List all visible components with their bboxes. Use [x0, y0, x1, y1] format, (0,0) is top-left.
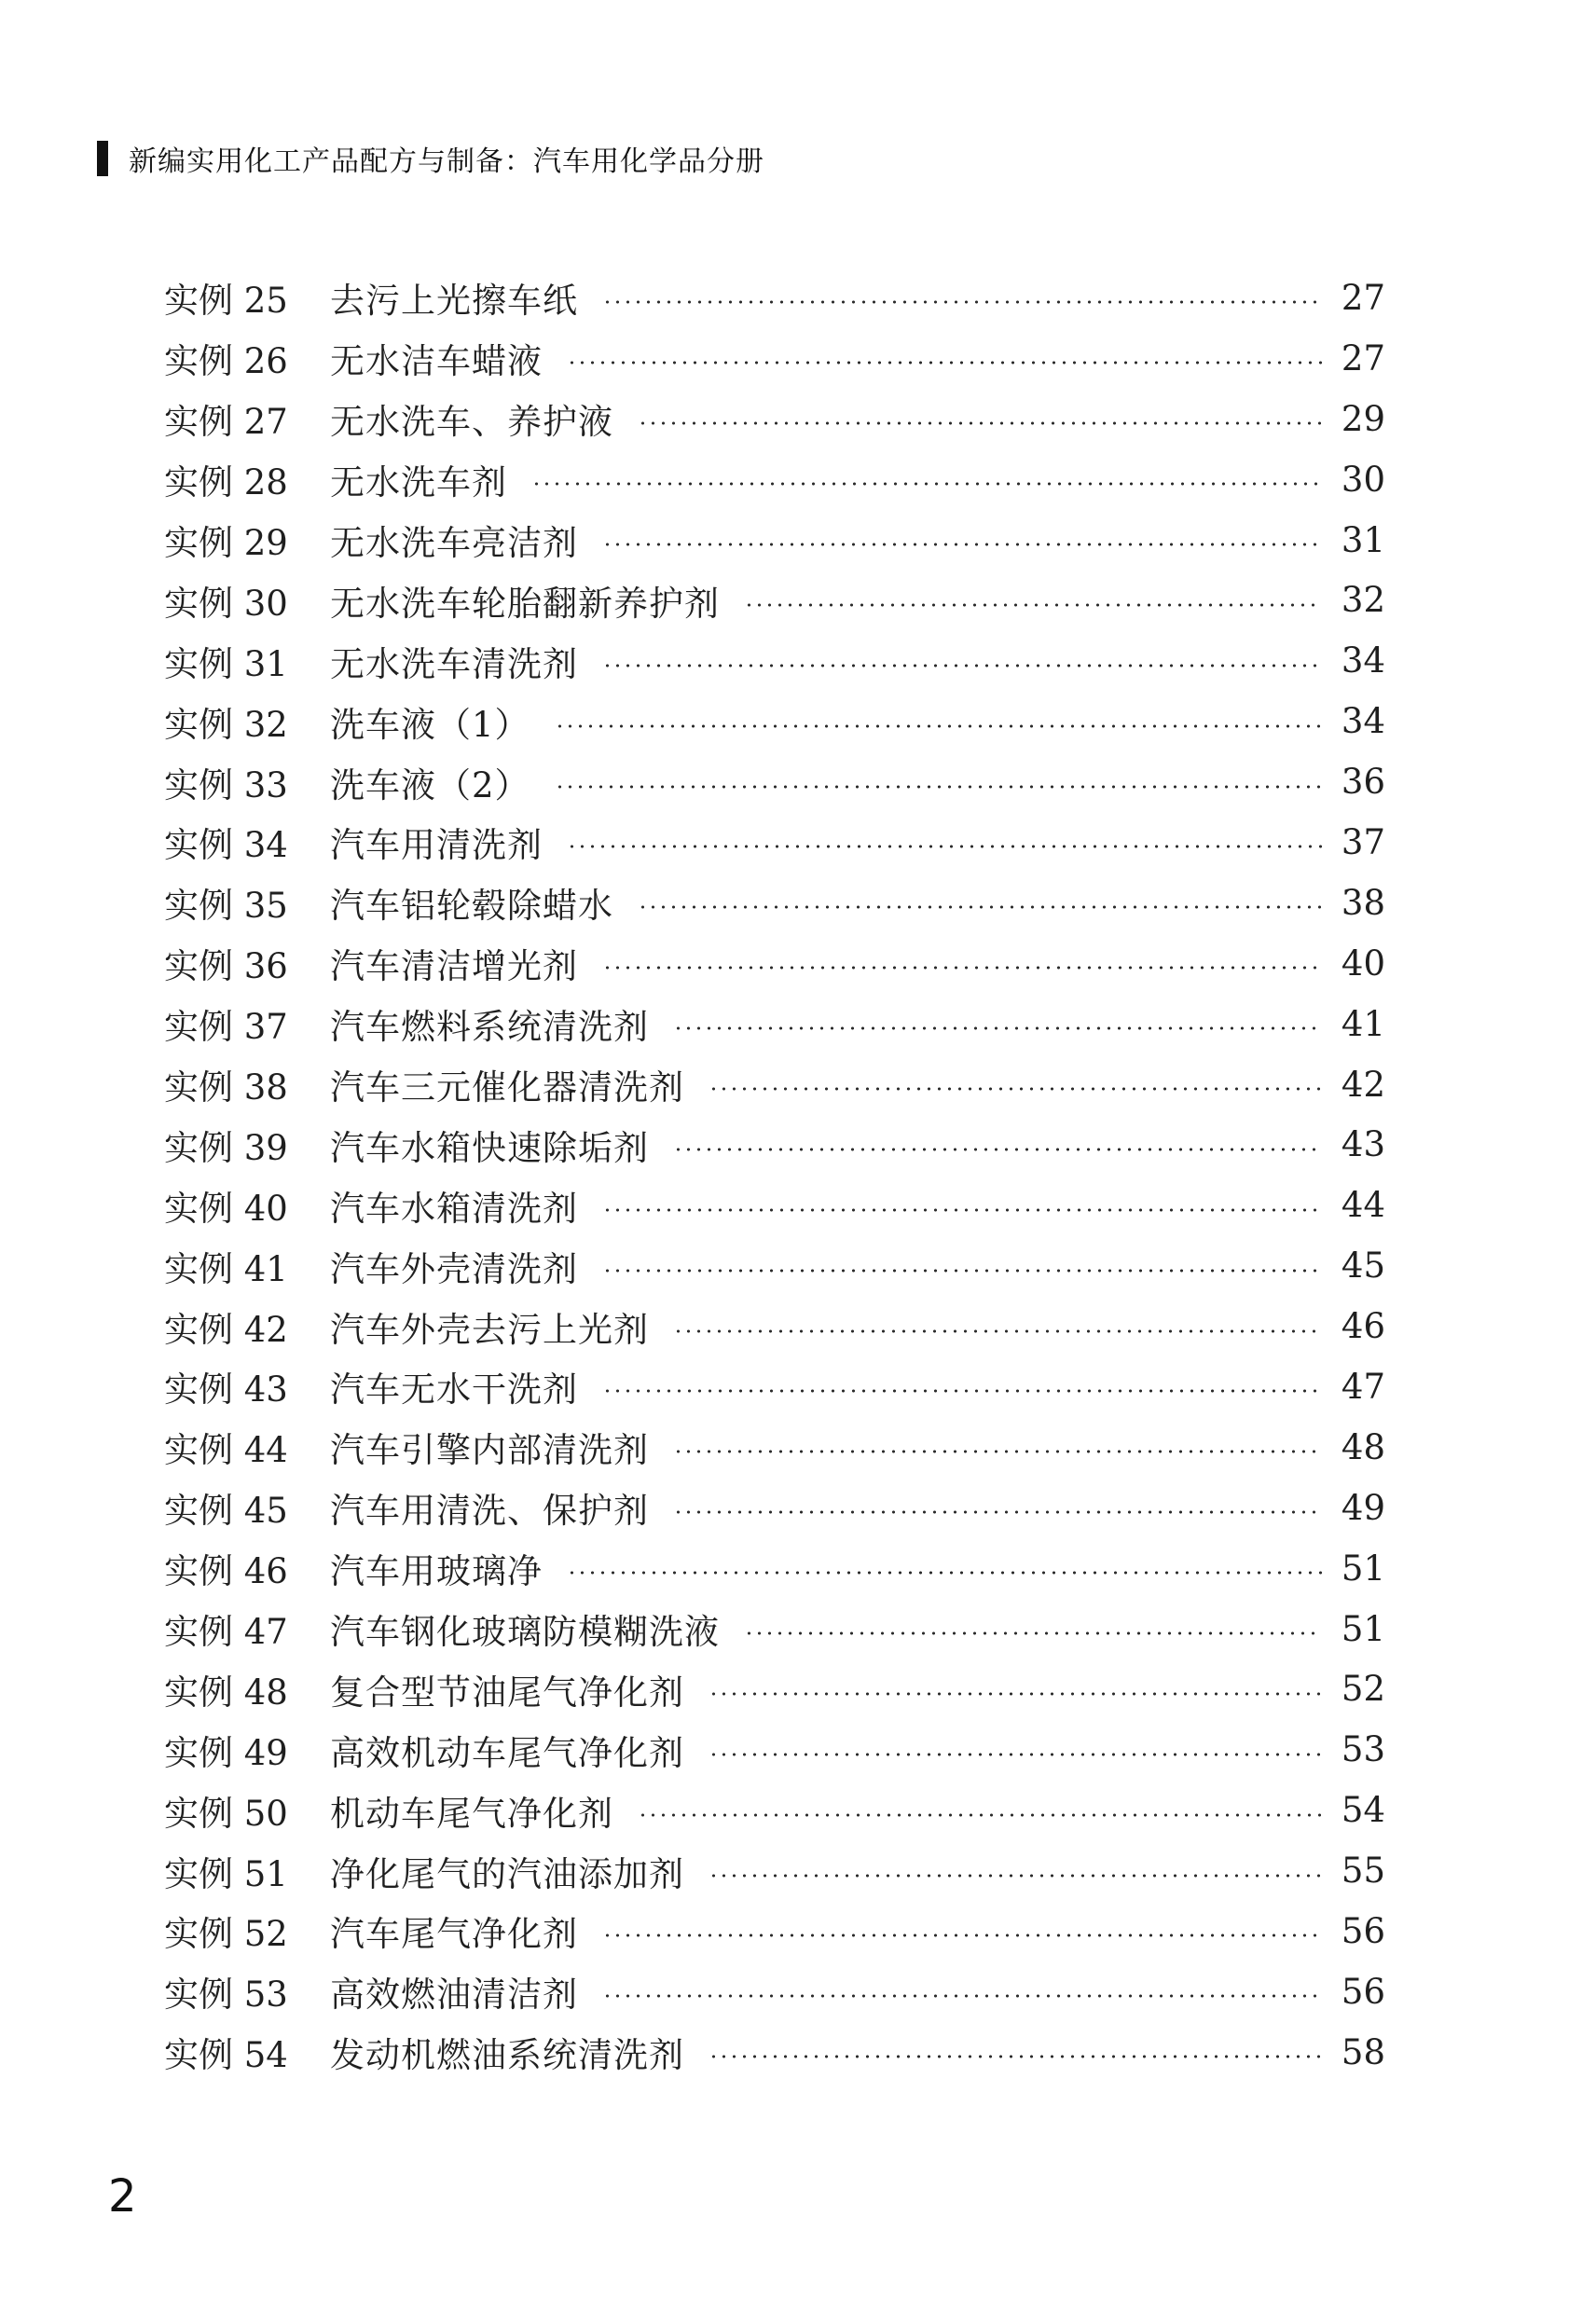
toc-entry-number: 实例 48 [164, 1672, 288, 1713]
toc-entry-number: 实例 34 [164, 825, 288, 866]
toc-entry-number: 实例 36 [164, 946, 288, 987]
toc-entry[interactable] [164, 933, 1385, 994]
toc-dot-leader [555, 785, 1322, 789]
toc-entry-number: 实例 30 [164, 583, 288, 624]
toc-entry-title: 汽车用玻璃净 [330, 1551, 543, 1592]
book-title: 新编实用化工产品配方与制备：汽车用化学品分册 [129, 145, 764, 178]
toc-entry[interactable] [164, 1054, 1385, 1115]
toc-entry[interactable] [164, 751, 1385, 812]
toc-entry-title: 去污上光擦车纸 [330, 281, 578, 322]
toc-entry-page: 45 [1341, 1245, 1385, 1287]
toc-entry-page: 52 [1341, 1669, 1385, 1710]
toc-entry[interactable] [164, 449, 1385, 510]
toc-entry[interactable] [164, 1840, 1385, 1901]
toc-dot-leader [602, 300, 1322, 304]
toc-entry-title: 无水洗车清洗剂 [330, 643, 578, 684]
toc-entry-number: 实例 49 [164, 1732, 288, 1773]
toc-entry-page: 38 [1341, 882, 1385, 923]
toc-entry-page: 58 [1341, 2031, 1385, 2072]
toc-entry-page: 51 [1341, 1608, 1385, 1649]
toc-entry-title: 机动车尾气净化剂 [330, 1793, 613, 1834]
toc-entry-page: 53 [1341, 1729, 1385, 1770]
toc-entry-page: 30 [1341, 459, 1385, 500]
toc-entry-number: 实例 38 [164, 1067, 288, 1108]
toc-entry-title: 汽车水箱清洗剂 [330, 1188, 578, 1229]
toc-entry[interactable] [164, 328, 1385, 389]
toc-dot-leader [709, 2055, 1322, 2058]
toc-dot-leader [638, 1813, 1322, 1817]
toc-entry[interactable] [164, 812, 1385, 873]
toc-entry-title: 无水洗车轮胎翻新养护剂 [330, 583, 720, 624]
toc-entry-page: 34 [1341, 701, 1385, 742]
toc-entry-page: 56 [1341, 1971, 1385, 2012]
toc-entry[interactable] [164, 994, 1385, 1054]
toc-entry-title: 汽车无水干洗剂 [330, 1369, 578, 1411]
toc-entry-number: 实例 26 [164, 341, 288, 382]
toc-entry-title: 复合型节油尾气净化剂 [330, 1672, 684, 1713]
toc-entry[interactable] [164, 510, 1385, 571]
toc-dot-leader [638, 905, 1322, 909]
toc-entry[interactable] [164, 1901, 1385, 1961]
toc-entry[interactable] [164, 1175, 1385, 1235]
toc-entry-title: 汽车钢化玻璃防模糊洗液 [330, 1612, 720, 1653]
toc-entry-title: 无水洗车亮洁剂 [330, 523, 578, 563]
toc-entry-page: 51 [1341, 1548, 1385, 1589]
toc-entry-number: 实例 37 [164, 1007, 288, 1048]
toc-entry-page: 37 [1341, 821, 1385, 862]
toc-entry-page: 42 [1341, 1064, 1385, 1105]
toc-entry-number: 实例 54 [164, 2035, 288, 2076]
toc-dot-leader [673, 1148, 1322, 1151]
toc-entry-number: 实例 31 [164, 643, 288, 684]
toc-entry-title: 汽车用清洗剂 [330, 825, 543, 866]
toc-entry-title: 汽车用清洗、保护剂 [330, 1491, 649, 1532]
toc-dot-leader [602, 1269, 1322, 1273]
toc-entry[interactable] [164, 570, 1385, 630]
toc-entry[interactable] [164, 1538, 1385, 1599]
toc-entry-number: 实例 53 [164, 1975, 288, 2016]
toc-entry[interactable] [164, 691, 1385, 751]
toc-entry-page: 41 [1341, 1003, 1385, 1044]
toc-dot-leader [567, 845, 1322, 848]
toc-entry-title: 汽车燃料系统清洗剂 [330, 1007, 649, 1048]
toc-entry[interactable] [164, 1599, 1385, 1659]
toc-entry-number: 实例 51 [164, 1853, 288, 1894]
toc-entry-title: 净化尾气的汽油添加剂 [330, 1853, 684, 1894]
toc-dot-leader [709, 1874, 1322, 1878]
toc-dot-leader [602, 1994, 1322, 1998]
toc-entry-page: 36 [1341, 762, 1385, 803]
toc-entry[interactable] [164, 1235, 1385, 1296]
toc-entry-title: 发动机燃油系统清洗剂 [330, 2035, 684, 2076]
page-number: 2 [108, 2170, 137, 2223]
toc-entry-title: 高效燃油清洁剂 [330, 1975, 578, 2016]
toc-entry-page: 49 [1341, 1487, 1385, 1528]
toc-dot-leader [602, 664, 1322, 667]
toc-dot-leader [602, 1934, 1322, 1937]
toc-entry[interactable] [164, 1296, 1385, 1356]
toc-entry-page: 31 [1341, 519, 1385, 560]
toc-entry-number: 实例 35 [164, 886, 288, 927]
toc-dot-leader [709, 1692, 1322, 1696]
toc-entry[interactable] [164, 268, 1385, 328]
toc-entry-page: 34 [1341, 640, 1385, 681]
toc-dot-leader [673, 1026, 1322, 1030]
toc-entry-title: 无水洁车蜡液 [330, 341, 543, 382]
toc-entry[interactable] [164, 630, 1385, 691]
toc-dot-leader [602, 543, 1322, 546]
running-header [97, 136, 764, 181]
toc-entry-page: 44 [1341, 1185, 1385, 1226]
header-bar-marker [97, 141, 108, 176]
toc-entry-title: 无水洗车剂 [330, 462, 507, 503]
toc-entry-page: 27 [1341, 337, 1385, 378]
toc-entry-title: 无水洗车、养护液 [330, 402, 613, 443]
toc-entry[interactable] [164, 1719, 1385, 1780]
toc-dot-leader [709, 1087, 1322, 1091]
toc-entry-title: 汽车尾气净化剂 [330, 1914, 578, 1955]
toc-entry-title: 高效机动车尾气净化剂 [330, 1732, 684, 1773]
table-of-contents [164, 268, 1385, 2083]
toc-entry-title: 洗车液（2） [330, 764, 530, 805]
toc-dot-leader [531, 482, 1322, 486]
toc-entry-number: 实例 50 [164, 1793, 288, 1834]
toc-entry-number: 实例 28 [164, 462, 288, 503]
toc-entry-page: 29 [1341, 398, 1385, 439]
toc-entry[interactable] [164, 1114, 1385, 1175]
toc-entry[interactable] [164, 873, 1385, 933]
toc-dot-leader [709, 1753, 1322, 1756]
toc-entry-title: 汽车水箱快速除垢剂 [330, 1127, 649, 1168]
toc-dot-leader [673, 1329, 1322, 1333]
toc-entry-number: 实例 32 [164, 704, 288, 745]
toc-entry-number: 实例 39 [164, 1127, 288, 1168]
toc-entry-page: 56 [1341, 1910, 1385, 1951]
toc-entry-number: 实例 52 [164, 1914, 288, 1955]
toc-dot-leader [602, 1208, 1322, 1212]
toc-entry-number: 实例 44 [164, 1430, 288, 1471]
toc-entry[interactable] [164, 1658, 1385, 1719]
toc-entry-title: 汽车清洁增光剂 [330, 946, 578, 987]
toc-entry[interactable] [164, 1961, 1385, 2022]
toc-entry-page: 40 [1341, 943, 1385, 984]
toc-entry-title: 汽车外壳去污上光剂 [330, 1309, 649, 1350]
toc-entry-number: 实例 29 [164, 523, 288, 563]
toc-entry-number: 实例 46 [164, 1551, 288, 1592]
toc-entry[interactable] [164, 2022, 1385, 2083]
toc-entry-page: 48 [1341, 1426, 1385, 1467]
toc-dot-leader [555, 724, 1322, 728]
toc-entry-title: 汽车铝轮毂除蜡水 [330, 886, 613, 927]
toc-dot-leader [602, 966, 1322, 970]
toc-entry[interactable] [164, 389, 1385, 449]
toc-entry-title: 汽车引擎内部清洗剂 [330, 1430, 649, 1471]
toc-entry-number: 实例 42 [164, 1309, 288, 1350]
toc-entry-page: 32 [1341, 580, 1385, 621]
toc-entry[interactable] [164, 1417, 1385, 1478]
toc-dot-leader [744, 603, 1322, 607]
toc-entry-title: 汽车三元催化器清洗剂 [330, 1067, 684, 1108]
toc-entry-number: 实例 40 [164, 1188, 288, 1229]
toc-entry[interactable] [164, 1780, 1385, 1840]
toc-entry-page: 54 [1341, 1790, 1385, 1831]
toc-entry-page: 46 [1341, 1306, 1385, 1347]
toc-entry[interactable] [164, 1356, 1385, 1417]
toc-dot-leader [744, 1631, 1322, 1635]
toc-dot-leader [638, 421, 1322, 425]
toc-entry-number: 实例 25 [164, 281, 288, 322]
toc-dot-leader [673, 1450, 1322, 1453]
toc-dot-leader [567, 1571, 1322, 1575]
toc-entry-number: 实例 45 [164, 1491, 288, 1532]
toc-entry-page: 43 [1341, 1124, 1385, 1165]
toc-entry-number: 实例 41 [164, 1248, 288, 1289]
toc-dot-leader [567, 361, 1322, 365]
toc-entry-title: 洗车液（1） [330, 704, 530, 745]
toc-dot-leader [602, 1389, 1322, 1393]
toc-entry-page: 55 [1341, 1851, 1385, 1892]
toc-entry-number: 实例 43 [164, 1369, 288, 1411]
toc-entry[interactable] [164, 1478, 1385, 1538]
toc-entry-page: 47 [1341, 1366, 1385, 1407]
toc-entry-number: 实例 33 [164, 764, 288, 805]
toc-entry-page: 27 [1341, 277, 1385, 318]
toc-entry-title: 汽车外壳清洗剂 [330, 1248, 578, 1289]
toc-entry-number: 实例 47 [164, 1612, 288, 1653]
toc-entry-number: 实例 27 [164, 402, 288, 443]
toc-dot-leader [673, 1510, 1322, 1514]
